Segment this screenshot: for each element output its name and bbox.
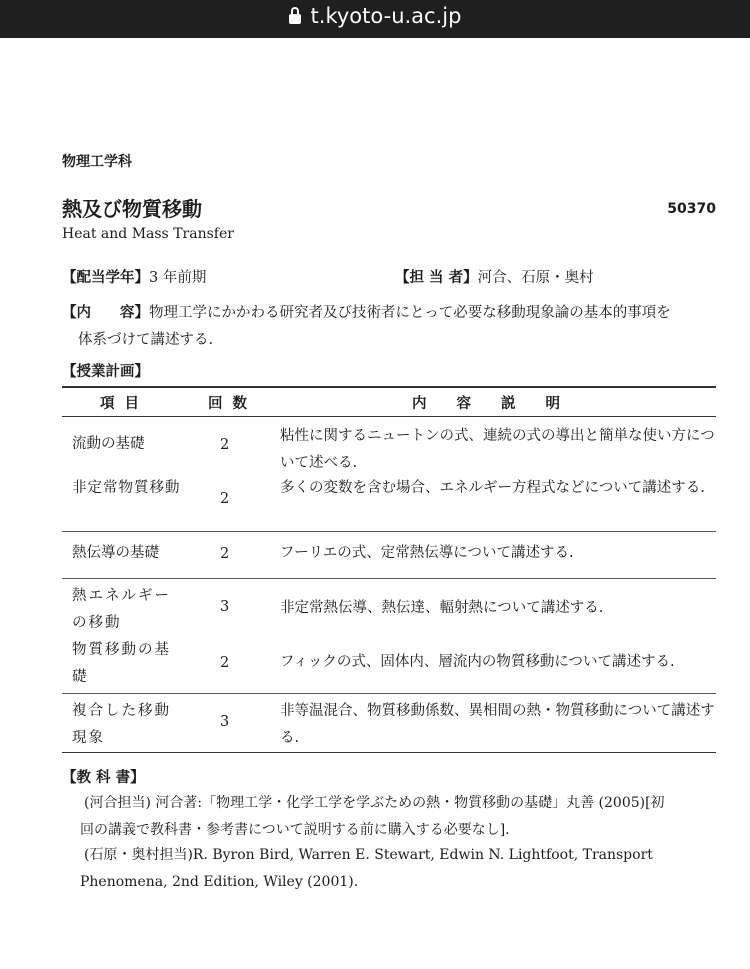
textbook-entry-2: [80, 842, 720, 896]
row-count: 2: [220, 546, 230, 562]
year-label: 【配当学年】: [62, 270, 149, 286]
plan-table: [62, 386, 716, 753]
row-desc: フィックの式、固体内、層流内の物質移動について講述する.: [280, 654, 675, 670]
year-field: [62, 266, 206, 287]
course-english-title: Heat and Mass Transfer: [62, 226, 234, 242]
row-count: 2: [220, 437, 230, 453]
table-row: [62, 637, 716, 694]
table-row: [62, 532, 716, 579]
row-desc: 粘性に関するニュートンの式、連続の式の導出と簡単な使い方について述べる.: [280, 428, 715, 471]
address-bar[interactable]: [0, 0, 750, 38]
table-row: [62, 579, 716, 637]
header-item: 項目: [100, 396, 149, 412]
instructor-label: 【担 当 者】: [395, 270, 478, 286]
year-value: 3 年前期: [149, 270, 207, 286]
row-item: 物質移動の基礎: [72, 642, 171, 685]
contents-field: [62, 300, 722, 354]
plan-heading: 【授業計画】: [62, 364, 149, 380]
instructor-value: 河合、石原・奥村: [477, 270, 594, 286]
contents-label: 【内 容】: [62, 305, 149, 321]
row-desc: フーリエの式、定常熱伝導について講述する.: [280, 545, 574, 561]
row-count: 3: [220, 599, 230, 615]
row-item: 流動の基礎: [72, 436, 145, 452]
row-desc: 多くの変数を含む場合、エネルギー方程式などについて講述する.: [280, 480, 705, 496]
contents-line2: 体系づけて講述する.: [78, 332, 214, 348]
textbook-entry-1-line2: 回の講義で教科書・参考書について説明する前に購入する必要なし].: [80, 822, 510, 838]
textbook-entry-1: [80, 790, 720, 844]
row-item: 複合した移動現象: [72, 703, 171, 746]
table-row: [62, 694, 716, 753]
textbook-entry-1-line1: (河合担当) 河合著:「物理工学・化学工学を学ぶための熱・物質移動の基礎」丸善 (2005)[初: [84, 795, 665, 811]
header-count: 回数: [208, 396, 257, 412]
instructor-field: [395, 266, 594, 287]
url-text[interactable]: t.kyoto-u.ac.jp: [310, 4, 462, 28]
row-desc: 非等温混合、物質移動係数、異相間の熱・物質移動について講述する.: [280, 703, 715, 746]
table-header: [62, 386, 716, 417]
department-label: 物理工学科: [62, 154, 132, 170]
table-row: [62, 417, 716, 471]
contents-line1: 物理工学にかかわる研究者及び技術者にとって必要な移動現象論の基本的事項を: [149, 305, 671, 321]
textbook-entry-2-line2: Phenomena, 2nd Edition, Wiley (2001).: [80, 874, 359, 890]
header-desc: 内容説明: [412, 396, 590, 412]
textbook-entry-2-line1: (石原・奥村担当)R. Byron Bird, Warren E. Stewart, Edwin N. Lightfoot, Transport: [84, 847, 653, 863]
syllabus-page: [0, 38, 750, 969]
row-item: 熱エネルギーの移動: [72, 588, 171, 631]
row-item: 熱伝導の基礎: [72, 545, 159, 561]
lock-icon: [289, 14, 301, 24]
table-row: [62, 471, 716, 532]
course-code: 50370: [667, 201, 716, 217]
row-count: 2: [220, 655, 230, 671]
textbook-heading: 【教 科 書】: [62, 770, 145, 786]
row-desc: 非定常熱伝導、熱伝達、輻射熱について講述する.: [280, 600, 604, 616]
row-item: 非定常物質移動: [72, 480, 181, 496]
row-count: 3: [220, 714, 230, 730]
course-title: 熱及び物質移動: [62, 197, 202, 221]
row-count: 2: [220, 491, 230, 507]
